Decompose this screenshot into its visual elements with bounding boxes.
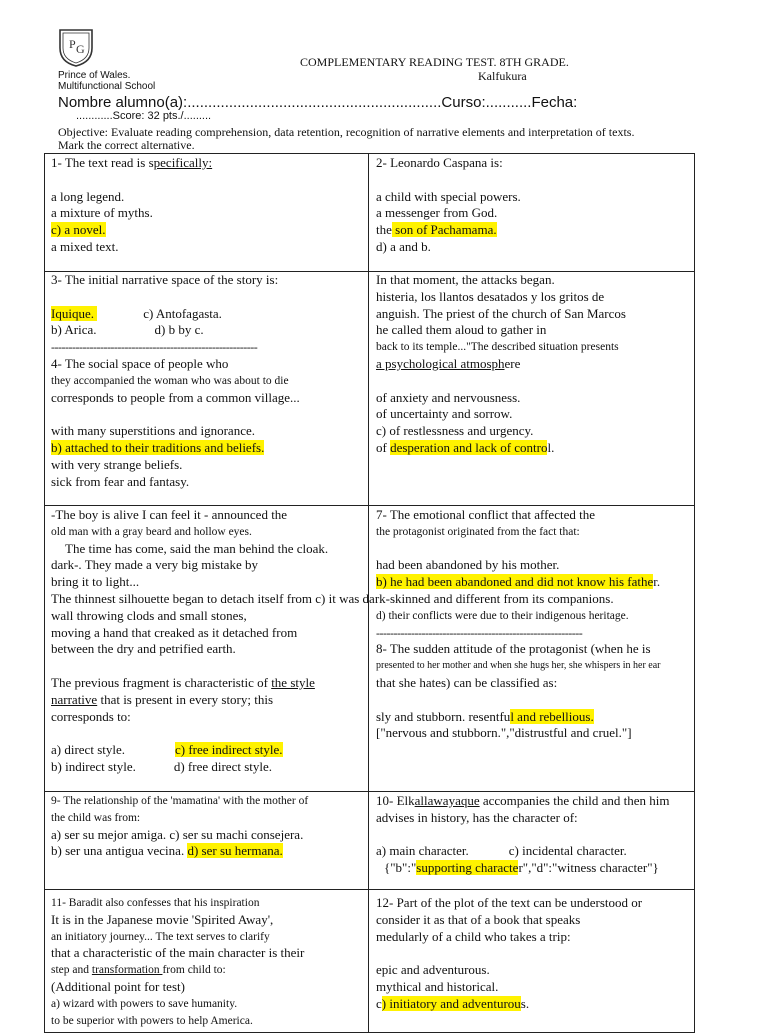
school-name-line2: Multifunctional School	[58, 81, 156, 92]
q7-text-line2: the protagonist originated from the fact that:	[376, 525, 580, 538]
q4-option-d[interactable]: sick from fear and fantasy.	[51, 473, 190, 489]
q3-option-a[interactable]: Iquique.	[51, 305, 94, 321]
q6-text-line12: corresponds to:	[51, 708, 131, 724]
objective-line1: Objective: Evaluate reading comprehension, data retention, recognition of narrative elements and interpretation of texts.	[58, 125, 635, 139]
school-name	[58, 70, 155, 92]
q7-text-line1: 7- The emotional conflict that affected the	[376, 507, 595, 522]
q5-option-c[interactable]: c) of restlessness and urgency.	[376, 423, 534, 439]
q7-option-b[interactable]: b) he had been abandoned and did not know his father.	[376, 574, 661, 590]
q5-option-d[interactable]: of desperation and lack of control.	[376, 439, 555, 455]
q1-option-c[interactable]: c) a novel.	[51, 222, 106, 238]
school-crest-logo	[56, 26, 96, 68]
q11-text-line1: 11- Baradit also confesses that his inspiration	[51, 897, 260, 909]
q11-text-line6: (Additional point for test)	[51, 978, 185, 994]
q1-option-b[interactable]: a mixture of myths.	[51, 205, 153, 221]
objective-text	[58, 126, 634, 152]
question-8-text-line1: 8- The sudden attitude of the protagonist (when he is	[376, 641, 651, 657]
q11-text-line4: that a characteristic of the main character is their	[51, 945, 305, 961]
q12-option-a[interactable]: epic and adventurous.	[376, 962, 490, 978]
table-row-divider	[44, 505, 695, 506]
q2-option-d[interactable]: d) a and b.	[376, 238, 431, 254]
table-row-divider	[44, 791, 695, 792]
question-7	[376, 507, 661, 742]
question-5	[376, 272, 626, 457]
q11-text-line2: It is in the Japanese movie 'Spirited Away',	[51, 911, 274, 927]
q5-option-a[interactable]: of anxiety and nervousness.	[376, 389, 521, 405]
q10-options-row2[interactable]: {"b":"supporting character","d":"witness character"}	[384, 860, 659, 876]
q12-text-line3: medularly of a child who takes a trip:	[376, 928, 571, 944]
q3-options-row2	[51, 322, 300, 339]
q5-text-line2: histeria, los llantos desatados y los gritos de	[376, 288, 605, 304]
question-2	[376, 155, 521, 256]
q6-text-line8: moving a hand that creaked as it detached from	[51, 624, 298, 640]
q9-text-line1: 9- The relationship of the 'mamatina' with the mother of	[51, 795, 309, 807]
q6-option-b[interactable]: b) indirect style.	[51, 758, 136, 774]
q5-text-line4: he called them aloud to gather in	[376, 322, 547, 338]
q9-option-b-d[interactable]: b) ser una antigua vecina. d) ser su hermana.	[51, 843, 283, 859]
q3-options-row1	[51, 306, 300, 323]
q12-option-b[interactable]: mythical and historical.	[376, 978, 499, 994]
q12-option-c[interactable]: c) initiatory and adventurous.	[376, 995, 530, 1011]
q6-option-a[interactable]: a) direct style.	[51, 742, 125, 758]
q7-option-a[interactable]: had been abandoned by his mother.	[376, 557, 560, 573]
question-2-text: 2- Leonardo Caspana is:	[376, 155, 503, 170]
q9-option-a-c[interactable]: a) ser su mejor amiga. c) ser su machi consejera.	[51, 826, 304, 842]
question-4-text-line2: they accompanied the woman who was about to die	[51, 374, 289, 387]
question-1	[51, 155, 212, 256]
q5-text-line3: anguish. The priest of the church of San Marcos	[376, 305, 626, 321]
q7-option-d[interactable]: d) their conflicts were due to their indigenous heritage.	[376, 609, 629, 622]
q8-option-b[interactable]: ["nervous and stubborn.","distrustful and cruel."]	[376, 725, 632, 741]
student-info-line: Nombre alumno(a):.............................................................Curso:...........Fecha:	[58, 94, 578, 111]
objective-line2: Mark the correct alternative.	[58, 138, 195, 152]
q5-text-line1: In that moment, the attacks began.	[376, 272, 555, 287]
q10-option-c[interactable]: c) incidental character.	[508, 843, 627, 859]
q2-option-a[interactable]: a child with special powers.	[376, 188, 521, 204]
table-row-divider	[44, 889, 695, 890]
q6-option-d[interactable]: d) free direct style.	[173, 758, 273, 774]
q12-text-line2: consider it as that of a book that speaks	[376, 911, 581, 927]
q5-option-b[interactable]: of uncertainty and sorrow.	[376, 406, 513, 422]
q6-text-line6: The thinnest silhouette began to detach itself from c) it was dark-skinned and different from its companions.	[51, 590, 614, 606]
q4-option-c[interactable]: with very strange beliefs.	[51, 456, 183, 472]
question-8-text-line3: that she hates) can be classified as:	[376, 674, 558, 690]
q2-option-c[interactable]: the son of Pachamama.	[376, 222, 497, 238]
question-12	[376, 895, 642, 1013]
question-11	[51, 895, 304, 1029]
q6-options-row1	[51, 742, 614, 759]
q6-text-line3: The time has come, said the man behind the cloak.	[65, 540, 329, 556]
q3-option-d[interactable]: d) b by c.	[154, 322, 204, 338]
question-3	[51, 272, 300, 490]
q4-option-b[interactable]: b) attached to their traditions and beliefs.	[51, 439, 265, 455]
q10-options-row1	[376, 843, 670, 860]
test-title: COMPLEMENTARY READING TEST. 8TH GRADE.	[300, 55, 569, 69]
question-3-text: 3- The initial narrative space of the story is:	[51, 272, 279, 287]
q6-text-line7: wall throwing clods and small stones,	[51, 607, 247, 623]
question-4-text-line1: 4- The social space of people who	[51, 355, 229, 371]
question-4-text-line3: corresponds to people from a common village...	[51, 389, 300, 405]
q6-text-line11: narrative that is present in every story; this	[51, 691, 274, 707]
q6-options-row2	[51, 759, 614, 776]
q7-divider: -----------------------------------------------------------	[376, 625, 583, 640]
q11-text-line3: an initiatory journey... The text serves to clarify	[51, 930, 270, 943]
q6-text-line4: dark-. They made a very big mistake by	[51, 557, 258, 573]
q4-option-a[interactable]: with many superstitions and ignorance.	[51, 423, 255, 439]
school-name-line1: Prince of Wales.	[58, 70, 131, 81]
test-author: Kalfukura	[478, 69, 527, 83]
q8-option-a[interactable]: sly and stubborn. resentful and rebellious.	[376, 708, 594, 724]
q11-option-a[interactable]: a) wizard with powers to save humanity.	[51, 997, 238, 1010]
q2-option-b[interactable]: a messenger from God.	[376, 205, 498, 221]
q6-text-line9: between the dry and petrified earth.	[51, 641, 236, 657]
q11-option-b[interactable]: to be superior with powers to help America.	[51, 1014, 253, 1027]
q5-text-line6: a psychological atmosphere	[376, 355, 521, 371]
question-10	[376, 793, 670, 877]
question-8-text-line2: presented to her mother and when she hugs her, she whispers in her ear	[376, 660, 661, 672]
svg-text:P: P	[69, 37, 76, 51]
q1-option-a[interactable]: a long legend.	[51, 188, 125, 204]
q6-text-line5: bring it to light...	[51, 574, 140, 590]
q10-option-a[interactable]: a) main character.	[376, 843, 469, 859]
question-9	[51, 793, 308, 860]
q3-option-c[interactable]: c) Antofagasta.	[143, 305, 222, 321]
q1-option-d[interactable]: a mixed text.	[51, 238, 119, 254]
q10-text-line2: advises in history, has the character of:	[376, 809, 578, 825]
q5-text-line5: back to its temple..."The described situation presents	[376, 341, 619, 354]
q6-option-c[interactable]: c) free indirect style.	[175, 742, 283, 758]
q10-text-line1: 10- Elkallawayaque accompanies the child and then him	[376, 793, 670, 808]
q3-divider: -----------------------------------------------------------	[51, 340, 258, 355]
q11-text-line5: step and transformation from child to:	[51, 964, 226, 977]
q9-text-line2: the child was from:	[51, 811, 141, 824]
q6-text-line1: -The boy is alive I can feel it - announced the	[51, 507, 288, 522]
q6-text-line2: old man with a gray beard and hollow eyes.	[51, 525, 252, 538]
q6-text-line10: The previous fragment is characteristic of the style	[51, 674, 315, 690]
question-1-text: 1- The text read is specifically:	[51, 155, 213, 170]
q12-text-line1: 12- Part of the plot of the text can be understood or	[376, 895, 643, 910]
q3-option-b[interactable]: b) Arica.	[51, 322, 97, 338]
score-line: ............Score: 32 pts./.........	[76, 110, 212, 122]
svg-text:G: G	[76, 42, 85, 56]
